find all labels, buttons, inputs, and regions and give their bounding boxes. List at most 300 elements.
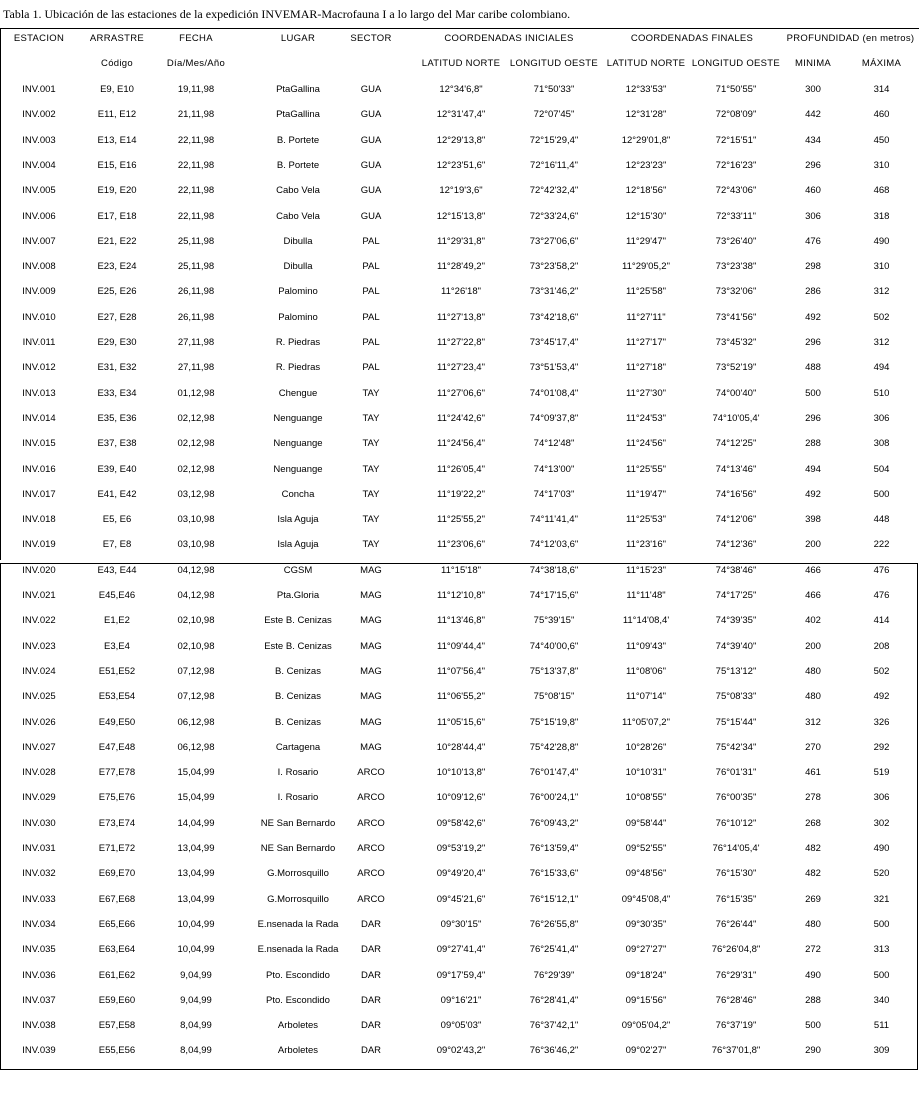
cell-sector: MAG: [360, 564, 382, 576]
cell-arrastre: E57,E58: [98, 1020, 136, 1032]
cell-profundidad-minima: 492: [805, 488, 821, 500]
cell-fecha: 8,04,99: [180, 1045, 212, 1057]
cell-longitud-inicial: 73°31'46,2": [529, 286, 579, 298]
cell-sector: TAY: [362, 387, 380, 399]
cell-sector: GUA: [360, 109, 382, 121]
cell-latitud-inicial: 11°06'55,2": [437, 691, 485, 703]
cell-longitud-final: 72°33'11": [716, 210, 756, 222]
cell-arrastre: E7, E8: [102, 539, 132, 551]
cell-sector: PAL: [362, 286, 380, 298]
cell-lugar: PtaGallina: [276, 109, 320, 121]
subheader-maxima: MÁXIMA: [861, 58, 902, 69]
cell-longitud-final: 74°12'36": [715, 539, 757, 551]
cell-latitud-inicial: 09°27'41,4": [436, 944, 486, 956]
cell-fecha: 10,04,99: [177, 944, 215, 956]
cell-sector: TAY: [362, 514, 380, 526]
cell-latitud-inicial: 11°25'55,2": [437, 514, 485, 526]
cell-profundidad-minima: 200: [805, 640, 821, 652]
cell-latitud-final: 11°27'17": [626, 337, 666, 348]
cell-profundidad-minima: 398: [805, 514, 821, 526]
cell-longitud-final: 75°42'34": [715, 741, 757, 753]
cell-arrastre: E71,E72: [98, 843, 136, 854]
cell-estacion: INV.017: [22, 488, 56, 500]
cell-latitud-inicial: 09°53'19,2": [436, 843, 486, 854]
table-row: [0, 1038, 919, 1063]
cell-profundidad-minima: 442: [805, 109, 821, 121]
cell-estacion: INV.010: [22, 311, 56, 323]
cell-latitud-final: 09°27'27": [625, 944, 667, 956]
cell-longitud-final: 73°52'19": [715, 362, 757, 374]
cell-latitud-inicial: 11°24'42,6": [437, 412, 485, 424]
cell-lugar: Isla Aguja: [277, 514, 319, 526]
cell-latitud-inicial: 11°29'31,8": [437, 235, 485, 247]
cell-longitud-inicial: 73°45'17,4": [529, 337, 579, 348]
cell-longitud-final: 74°38'46": [715, 564, 757, 576]
cell-latitud-inicial: 11°12'10,8": [437, 590, 485, 601]
cell-longitud-final: 73°41'56": [715, 311, 757, 323]
cell-profundidad-minima: 488: [805, 362, 821, 374]
cell-profundidad-maxima: 310: [873, 261, 890, 273]
cell-longitud-inicial: 74°38'18,6": [529, 564, 579, 576]
header-coordenadas-finales: COORDENADAS FINALES: [630, 33, 754, 44]
table-caption: Tabla 1. Ubicación de las estaciones de la expedición INVEMAR-Macrofauna I a lo largo del Mar caribe colombiano.: [3, 7, 571, 21]
cell-profundidad-minima: 296: [805, 337, 821, 348]
cell-estacion: INV.006: [22, 210, 56, 222]
cell-latitud-final: 10°28'26": [625, 741, 667, 753]
cell-fecha: 03,10,98: [177, 514, 215, 526]
cell-arrastre: E41, E42: [97, 488, 137, 500]
cell-profundidad-minima: 296: [805, 159, 821, 171]
cell-latitud-inicial: 09°49'20,4": [436, 868, 486, 880]
cell-estacion: INV.032: [22, 868, 56, 880]
table-row: [0, 608, 919, 633]
table-row: [0, 77, 919, 102]
cell-profundidad-maxima: 321: [873, 893, 890, 905]
cell-profundidad-maxima: 500: [873, 488, 890, 500]
cell-longitud-final: 74°13'46": [715, 463, 757, 475]
cell-sector: MAG: [360, 615, 382, 627]
cell-fecha: 26,11,98: [177, 311, 215, 323]
cell-sector: PAL: [362, 261, 380, 273]
cell-fecha: 07,12,98: [177, 691, 215, 703]
header-coordenadas-iniciales: COORDENADAS INICIALES: [444, 33, 574, 44]
cell-longitud-final: 74°17'25": [715, 590, 757, 601]
cell-lugar: Nenguange: [273, 463, 323, 475]
cell-longitud-inicial: 75°13'37,8": [529, 665, 579, 677]
cell-fecha: 25,11,98: [177, 261, 215, 273]
table-row: [0, 406, 919, 431]
cell-lugar: Arboletes: [277, 1020, 319, 1032]
cell-arrastre: E61,E62: [98, 969, 136, 981]
cell-latitud-final: 09°30'35": [625, 918, 667, 930]
cell-longitud-final: 74°12'25": [715, 438, 757, 450]
cell-sector: ARCO: [357, 817, 385, 829]
cell-sector: DAR: [360, 918, 382, 930]
cell-profundidad-minima: 288: [805, 994, 821, 1006]
cell-lugar: B. Cenizas: [275, 691, 321, 703]
cell-longitud-inicial: 75°39'15": [533, 615, 575, 627]
cell-longitud-final: 76°10'12": [715, 817, 757, 829]
cell-sector: PAL: [362, 337, 380, 348]
cell-longitud-final: 73°32'06": [715, 286, 757, 298]
cell-longitud-final: 76°37'19": [715, 1020, 757, 1032]
cell-fecha: 06,12,98: [177, 741, 215, 753]
cell-arrastre: E23, E24: [97, 261, 137, 273]
cell-profundidad-minima: 288: [805, 438, 821, 450]
cell-latitud-inicial: 12°15'13,8": [436, 210, 486, 222]
cell-latitud-inicial: 12°19'3,6": [439, 185, 483, 197]
cell-sector: TAY: [362, 438, 380, 450]
cell-lugar: I. Rosario: [277, 767, 319, 779]
cell-lugar: CGSM: [283, 564, 313, 576]
cell-sector: GUA: [360, 210, 382, 222]
subheader-latitud-final: LATITUD NORTE: [606, 58, 686, 69]
cell-latitud-final: 11°11'48": [626, 590, 666, 601]
cell-fecha: 02,10,98: [177, 615, 215, 627]
cell-latitud-inicial: 11°27'22,8": [437, 337, 485, 348]
cell-profundidad-minima: 278: [805, 792, 821, 804]
table-row: [0, 229, 919, 254]
cell-longitud-final: 76°15'35": [715, 893, 757, 905]
cell-arrastre: E69,E70: [98, 868, 136, 880]
cell-profundidad-maxima: 312: [873, 286, 890, 298]
cell-arrastre: E25, E26: [97, 286, 137, 298]
subheader-minima: MINIMA: [794, 58, 832, 69]
cell-sector: PAL: [362, 311, 380, 323]
cell-lugar: Dibulla: [283, 261, 313, 273]
cell-estacion: INV.003: [22, 134, 56, 146]
cell-sector: MAG: [360, 691, 382, 703]
cell-latitud-inicial: 09°17'59,4": [436, 969, 486, 981]
table-border-left-top: [0, 28, 1, 560]
table-row: [0, 431, 919, 456]
cell-profundidad-maxima: 340: [873, 994, 890, 1006]
cell-longitud-final: 74°16'56": [715, 488, 757, 500]
table-row: [0, 457, 919, 482]
cell-arrastre: E5, E6: [102, 514, 132, 526]
cell-lugar: I. Rosario: [277, 792, 319, 804]
cell-latitud-inicial: 09°16'21": [440, 994, 482, 1006]
cell-fecha: 13,04,99: [177, 893, 215, 905]
cell-estacion: INV.004: [22, 159, 56, 171]
cell-latitud-inicial: 12°34'6,8": [439, 84, 483, 95]
cell-longitud-inicial: 74°40'00,6": [529, 640, 579, 652]
cell-latitud-final: 12°33'53": [625, 84, 667, 95]
cell-latitud-inicial: 11°26'05,4": [437, 463, 485, 475]
cell-profundidad-minima: 312: [805, 716, 821, 728]
cell-fecha: 03,10,98: [177, 539, 215, 551]
cell-profundidad-minima: 500: [805, 387, 821, 399]
cell-longitud-inicial: 76°01'47,4": [529, 767, 579, 779]
cell-sector: GUA: [360, 84, 382, 95]
cell-estacion: INV.002: [22, 109, 56, 121]
table-row: [0, 153, 919, 178]
cell-fecha: 22,11,98: [177, 134, 215, 146]
cell-arrastre: E3,E4: [104, 640, 130, 652]
cell-estacion: INV.034: [22, 918, 56, 930]
cell-fecha: 14,04,99: [177, 817, 215, 829]
table-row: [0, 710, 919, 735]
cell-longitud-final: 73°45'32": [715, 337, 757, 348]
cell-latitud-final: 11°24'53": [626, 412, 666, 424]
cell-arrastre: E49,E50: [98, 716, 136, 728]
cell-estacion: INV.011: [22, 337, 56, 348]
cell-sector: GUA: [360, 185, 382, 197]
cell-profundidad-minima: 296: [805, 412, 821, 424]
cell-profundidad-minima: 494: [805, 463, 821, 475]
cell-longitud-inicial: 76°26'55,8": [529, 918, 579, 930]
cell-latitud-inicial: 11°05'15,6": [437, 716, 485, 728]
cell-longitud-final: 75°15'44": [715, 716, 757, 728]
cell-longitud-inicial: 76°25'41,4": [529, 944, 579, 956]
header-sector: SECTOR: [350, 33, 392, 44]
cell-longitud-inicial: 74°12'48": [533, 438, 575, 450]
cell-latitud-inicial: 11°15'18": [441, 564, 481, 576]
cell-estacion: INV.038: [22, 1020, 56, 1032]
header-row-2: [0, 54, 919, 74]
cell-latitud-inicial: 11°27'13,8": [437, 311, 485, 323]
subheader-estacion: [0, 54, 78, 74]
cell-latitud-inicial: 09°05'03": [440, 1020, 482, 1032]
table-row: [0, 381, 919, 406]
cell-sector: MAG: [360, 590, 382, 601]
cell-fecha: 8,04,99: [180, 1020, 212, 1032]
cell-longitud-final: 76°37'01,8": [711, 1045, 761, 1057]
cell-fecha: 06,12,98: [177, 716, 215, 728]
cell-latitud-final: 09°48'56": [625, 868, 667, 880]
table-border-bottom: [0, 1069, 918, 1070]
cell-lugar: B. Cenizas: [275, 665, 321, 677]
cell-arrastre: E21, E22: [97, 235, 137, 247]
cell-longitud-inicial: 72°15'29,4": [529, 134, 579, 146]
cell-profundidad-maxima: 318: [873, 210, 890, 222]
cell-profundidad-minima: 270: [805, 741, 821, 753]
table-row: [0, 279, 919, 304]
cell-latitud-inicial: 10°09'12,6": [436, 792, 486, 804]
table-row: [0, 659, 919, 684]
table-row: [0, 887, 919, 912]
cell-lugar: R. Piedras: [275, 362, 321, 374]
cell-latitud-final: 09°18'24": [625, 969, 667, 981]
cell-longitud-final: 76°26'04,8": [711, 944, 761, 956]
cell-latitud-inicial: 09°30'15": [440, 918, 482, 930]
cell-fecha: 9,04,99: [180, 969, 212, 981]
cell-profundidad-maxima: 494: [873, 362, 890, 374]
cell-fecha: 02,12,98: [177, 412, 215, 424]
cell-longitud-inicial: 72°16'11,4": [530, 159, 578, 171]
cell-profundidad-maxima: 490: [873, 235, 890, 247]
cell-longitud-inicial: 73°23'58,2": [529, 261, 579, 273]
cell-lugar: G.Morrosquillo: [267, 868, 329, 880]
table-row: [0, 785, 919, 810]
cell-latitud-final: 11°08'06": [626, 665, 666, 677]
cell-latitud-final: 11°25'55": [626, 463, 666, 475]
table-row: [0, 254, 919, 279]
cell-profundidad-maxima: 326: [873, 716, 890, 728]
cell-profundidad-maxima: 520: [873, 868, 890, 880]
cell-latitud-final: 11°29'47": [626, 235, 666, 247]
table-row: [0, 760, 919, 785]
cell-profundidad-maxima: 314: [873, 84, 890, 95]
table-row: [0, 988, 919, 1013]
cell-profundidad-minima: 482: [805, 868, 821, 880]
cell-latitud-inicial: 11°27'06,6": [437, 387, 485, 399]
cell-profundidad-maxima: 504: [873, 463, 890, 475]
subheader-fecha-formato: Día/Mes/Año: [166, 58, 226, 69]
cell-longitud-final: 72°43'06": [715, 185, 757, 197]
cell-estacion: INV.005: [22, 185, 56, 197]
cell-profundidad-maxima: 492: [873, 691, 890, 703]
cell-longitud-inicial: 76°37'42,1": [529, 1020, 579, 1032]
subheader-longitud-inicial: LONGITUD OESTE: [509, 58, 599, 69]
table-row: [0, 330, 919, 355]
cell-estacion: INV.025: [22, 691, 56, 703]
table-row: [0, 482, 919, 507]
cell-lugar: PtaGallina: [276, 84, 320, 95]
cell-longitud-inicial: 76°15'33,6": [529, 868, 579, 880]
table-row: [0, 861, 919, 886]
table-row: [0, 634, 919, 659]
cell-fecha: 13,04,99: [177, 868, 215, 880]
cell-arrastre: E27, E28: [97, 311, 137, 323]
cell-longitud-inicial: 76°36'46,2": [529, 1045, 579, 1057]
cell-profundidad-maxima: 309: [873, 1045, 890, 1057]
cell-lugar: Pto. Escondido: [266, 969, 330, 981]
cell-longitud-inicial: 72°42'32,4": [529, 185, 579, 197]
cell-profundidad-minima: 461: [805, 767, 821, 779]
cell-latitud-final: 09°52'55": [625, 843, 667, 854]
cell-latitud-final: 11°15'23": [626, 564, 666, 576]
table-row: [0, 102, 919, 127]
cell-arrastre: E53,E54: [98, 691, 136, 703]
cell-fecha: 9,04,99: [180, 994, 212, 1006]
cell-longitud-inicial: 74°13'00": [533, 463, 575, 475]
cell-profundidad-minima: 402: [805, 615, 821, 627]
cell-sector: MAG: [360, 665, 382, 677]
cell-latitud-final: 09°02'27": [625, 1045, 667, 1057]
cell-profundidad-minima: 480: [805, 918, 821, 930]
cell-latitud-final: 09°58'44": [625, 817, 667, 829]
cell-longitud-inicial: 74°12'03,6": [529, 539, 579, 551]
table-row: [0, 963, 919, 988]
cell-sector: ARCO: [357, 868, 385, 880]
table-row: [0, 204, 919, 229]
cell-sector: ARCO: [357, 767, 385, 779]
cell-profundidad-minima: 272: [805, 944, 821, 956]
cell-arrastre: E33, E34: [97, 387, 137, 399]
cell-profundidad-maxima: 502: [873, 311, 890, 323]
cell-profundidad-maxima: 292: [873, 741, 890, 753]
cell-fecha: 21,11,98: [177, 109, 215, 121]
cell-sector: DAR: [360, 1020, 382, 1032]
cell-latitud-final: 09°05'04,2": [621, 1020, 671, 1032]
cell-estacion: INV.024: [22, 665, 56, 677]
cell-arrastre: E11, E12: [97, 109, 137, 121]
cell-arrastre: E1,E2: [104, 615, 130, 627]
cell-profundidad-minima: 268: [805, 817, 821, 829]
cell-sector: MAG: [360, 640, 382, 652]
cell-longitud-inicial: 75°15'19,8": [529, 716, 579, 728]
cell-estacion: INV.018: [22, 514, 56, 526]
cell-longitud-final: 75°08'33": [715, 691, 757, 703]
cell-longitud-final: 72°08'09": [715, 109, 757, 121]
cell-latitud-inicial: 11°09'44,4": [437, 640, 485, 652]
cell-latitud-inicial: 11°28'49,2": [437, 261, 485, 273]
cell-latitud-final: 12°18'56": [625, 185, 667, 197]
cell-estacion: INV.035: [22, 944, 56, 956]
cell-arrastre: E39, E40: [97, 463, 137, 475]
cell-estacion: INV.030: [22, 817, 56, 829]
cell-estacion: INV.019: [22, 539, 56, 551]
cell-longitud-inicial: 72°33'24,6": [529, 210, 579, 222]
cell-profundidad-maxima: 222: [873, 539, 890, 551]
cell-longitud-inicial: 74°17'15,6": [529, 590, 579, 601]
cell-latitud-inicial: 09°45'21,6": [436, 893, 486, 905]
cell-sector: PAL: [362, 362, 380, 374]
cell-fecha: 02,12,98: [177, 438, 215, 450]
cell-longitud-inicial: 76°00'24,1": [529, 792, 579, 804]
cell-longitud-inicial: 75°42'28,8": [529, 741, 579, 753]
table-row: [0, 684, 919, 709]
cell-profundidad-maxima: 476: [873, 590, 890, 601]
cell-latitud-inicial: 11°26'18": [441, 286, 481, 298]
cell-arrastre: E43, E44: [97, 564, 137, 576]
cell-arrastre: E19, E20: [97, 185, 137, 197]
cell-profundidad-maxima: 208: [873, 640, 890, 652]
cell-sector: MAG: [360, 741, 382, 753]
cell-profundidad-maxima: 302: [873, 817, 890, 829]
cell-longitud-final: 73°23'38": [715, 261, 757, 273]
cell-estacion: INV.012: [22, 362, 56, 374]
cell-lugar: R. Piedras: [275, 337, 321, 348]
cell-profundidad-minima: 269: [805, 893, 821, 905]
cell-lugar: Chengue: [278, 387, 318, 399]
cell-fecha: 22,11,98: [177, 159, 215, 171]
cell-arrastre: E15, E16: [97, 159, 137, 171]
cell-estacion: INV.016: [22, 463, 56, 475]
table-row: [0, 735, 919, 760]
cell-lugar: Cabo Vela: [276, 210, 320, 222]
header-row-1: [0, 29, 919, 49]
cell-estacion: INV.022: [22, 615, 56, 627]
cell-longitud-final: 71°50'55": [715, 84, 757, 95]
cell-arrastre: E51,E52: [98, 665, 136, 677]
cell-fecha: 25,11,98: [177, 235, 215, 247]
cell-longitud-final: 74°39'35": [715, 615, 757, 627]
cell-longitud-inicial: 73°51'53,4": [529, 362, 579, 374]
cell-lugar: NE San Bernardo: [260, 817, 336, 829]
cell-profundidad-minima: 490: [805, 969, 821, 981]
cell-latitud-final: 09°45'08,4": [621, 893, 671, 905]
cell-estacion: INV.028: [22, 767, 56, 779]
cell-latitud-final: 11°29'05,2": [622, 261, 670, 273]
cell-profundidad-maxima: 450: [873, 134, 890, 146]
cell-profundidad-minima: 200: [805, 539, 821, 551]
cell-longitud-inicial: 73°42'18,6": [529, 311, 579, 323]
cell-profundidad-maxima: 448: [873, 514, 890, 526]
cell-fecha: 26,11,98: [177, 286, 215, 298]
cell-estacion: INV.015: [22, 438, 56, 450]
cell-latitud-final: 11°07'14": [626, 691, 666, 703]
cell-estacion: INV.027: [22, 741, 56, 753]
cell-lugar: Concha: [281, 488, 315, 500]
cell-lugar: Este B. Cenizas: [264, 615, 332, 627]
cell-longitud-final: 72°16'23": [715, 159, 757, 171]
cell-longitud-final: 76°01'31": [715, 767, 757, 779]
cell-latitud-final: 12°23'23": [625, 159, 667, 171]
cell-fecha: 02,12,98: [177, 463, 215, 475]
cell-estacion: INV.031: [22, 843, 56, 854]
